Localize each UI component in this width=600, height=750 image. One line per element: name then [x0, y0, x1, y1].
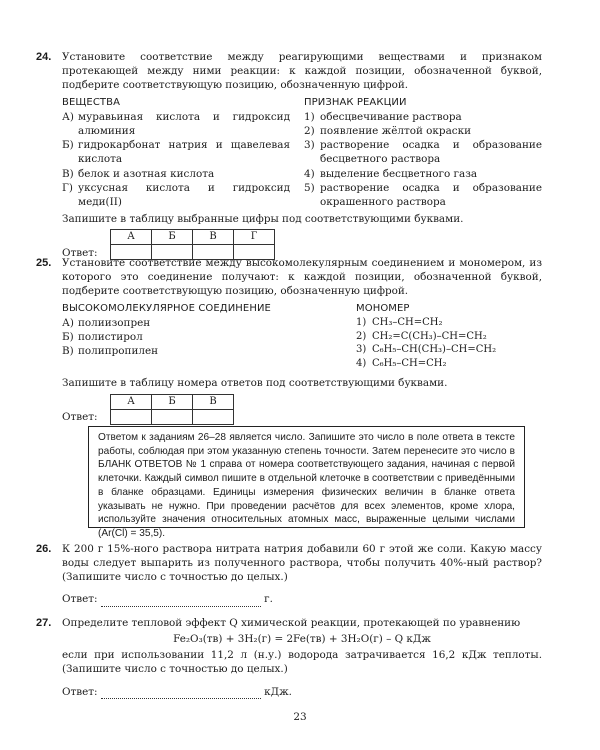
task-continuation: если при использовании 11,2 л (н.у.) водорода затрачивается 16,2 кДж теплоты. (Запишите число с точностью до целых.)	[62, 649, 542, 676]
page-number: 23	[293, 711, 307, 723]
grid-header: А	[111, 230, 152, 245]
list-item: 4) выделение бесцветного газа	[304, 167, 478, 180]
column-header: ВЫСОКОМОЛЕКУЛЯРНОЕ СОЕДИНЕНИЕ	[62, 303, 271, 315]
answer-label: Ответ:	[62, 593, 98, 606]
matching-columns	[62, 302, 542, 370]
list-item: 3) C₆H₅–CH(CH₃)–CH=CH₂	[356, 344, 497, 356]
task-24	[36, 50, 542, 260]
reaction-equation: Fe₂O₃(тв) + 3H₂(г) = 2Fe(тв) + 3H₂O(г) – Q кДж	[173, 633, 431, 646]
instruction-note-box: Ответом к заданиям 26–28 является число. Запишите это число в поле ответа в тексте работы, соблюдая при этом указанную степень точности. Затем перенесите это число в БЛАНК ОТВЕТОВ № 1 справа от номера соответствующего задания, начиная с первой клеточки. Каждый символ пишите в отдельной клеточке в соответствии с приведёнными в бланке образцами. Единицы измерения физических величин в бланке ответа указывать не нужно. При проведении расчётов для всех элементов, кроме хлора, используйте значения относительных атомных масс, выраженные целыми числами (Ar(Cl) = 35,5).	[88, 426, 525, 528]
task-prompt: Определите тепловой эффект Q химической реакции, протекающей по уравнению	[62, 617, 521, 629]
polymers-column	[62, 302, 344, 370]
answer-line	[62, 592, 542, 606]
answer-label: Ответ:	[62, 685, 98, 698]
column-header: ВЕЩЕСТВА	[62, 97, 121, 109]
list-item: 2) появление жёлтой окраски	[304, 125, 472, 138]
column-header: ПРИЗНАК РЕАКЦИИ	[304, 97, 407, 109]
answer-line	[62, 685, 542, 699]
task-27	[36, 616, 542, 699]
answer-unit: г.	[264, 593, 273, 606]
task-number: 24.	[36, 51, 52, 63]
column-header: МОНОМЕР	[356, 303, 410, 315]
list-item: 3) растворение осадка и образование бесцветного раствора	[304, 139, 542, 166]
monomers-column	[356, 302, 542, 370]
answer-input[interactable]	[101, 687, 261, 699]
list-item: 2) CH₂=C(CH₃)–CH=CH₂	[356, 330, 487, 342]
answer-cell[interactable]	[193, 409, 234, 424]
answer-cell[interactable]	[152, 409, 193, 424]
list-item: 1) обесцвечивание раствора	[304, 111, 462, 124]
list-item: 5) растворение осадка и образование окрашенного раствора	[304, 181, 542, 208]
task-prompt: Установите соответствие между высокомолекулярным соединением и мономером, из которого это соединение получают: к каждой позиции, обозначенной буквой, подберите соответствующую позицию, обозначенную цифрой.	[62, 257, 542, 298]
task-prompt: Установите соответствие между реагирующими веществами и признаком протекающей между ними реакции: к каждой позиции, обозначенной буквой, подберите соответствующую позицию, обозначенную цифрой.	[62, 51, 542, 92]
answer-row	[62, 394, 542, 425]
task-number: 27.	[36, 617, 52, 629]
grid-header: В	[193, 230, 234, 245]
answer-label: Ответ:	[62, 247, 98, 259]
list-item: Б) полистирол	[62, 331, 143, 344]
list-item: 1) CH₃–CH=CH₂	[356, 317, 443, 329]
instruction: Запишите в таблицу номера ответов под соответствующими буквами.	[62, 377, 448, 390]
grid-header: В	[193, 394, 234, 409]
task-number: 25.	[36, 257, 52, 269]
list-item: Г) уксусная кислота и гидроксид меди(II)	[62, 181, 290, 208]
task-prompt: К 200 г 15%-ного раствора нитрата натрия добавили 60 г этой же соли. Какую массу воды следует выпарить из полученного раствора, чтобы получить 40%-ный раствор? (Запишите число с точностью до целых.)	[62, 543, 542, 584]
signs-column	[304, 96, 542, 209]
grid-header: Б	[152, 394, 193, 409]
list-item: В) полипропилен	[62, 345, 159, 358]
substances-column	[62, 96, 290, 209]
list-item: В) белок и азотная кислота	[62, 167, 215, 180]
instruction: Запишите в таблицу выбранные цифры под соответствующими буквами.	[62, 213, 464, 225]
task-26	[36, 542, 542, 607]
list-item: Б) гидрокарбонат натрия и щавелевая кислота	[62, 139, 290, 166]
answer-input[interactable]	[101, 595, 261, 607]
matching-columns	[62, 96, 542, 209]
answer-label: Ответ:	[62, 411, 98, 424]
task-number: 26.	[36, 543, 52, 555]
task-25	[36, 256, 542, 425]
list-item: А) муравьиная кислота и гидроксид алюминия	[62, 111, 290, 138]
answer-cell[interactable]	[111, 409, 152, 424]
grid-header: А	[111, 394, 152, 409]
list-item: 4) C₆H₅–CH=CH₂	[356, 357, 447, 369]
list-item: А) полиизопрен	[62, 317, 151, 330]
grid-header: Г	[234, 230, 275, 245]
grid-header: Б	[152, 230, 193, 245]
answer-grid[interactable]	[110, 394, 234, 425]
answer-unit: кДж.	[264, 685, 292, 698]
